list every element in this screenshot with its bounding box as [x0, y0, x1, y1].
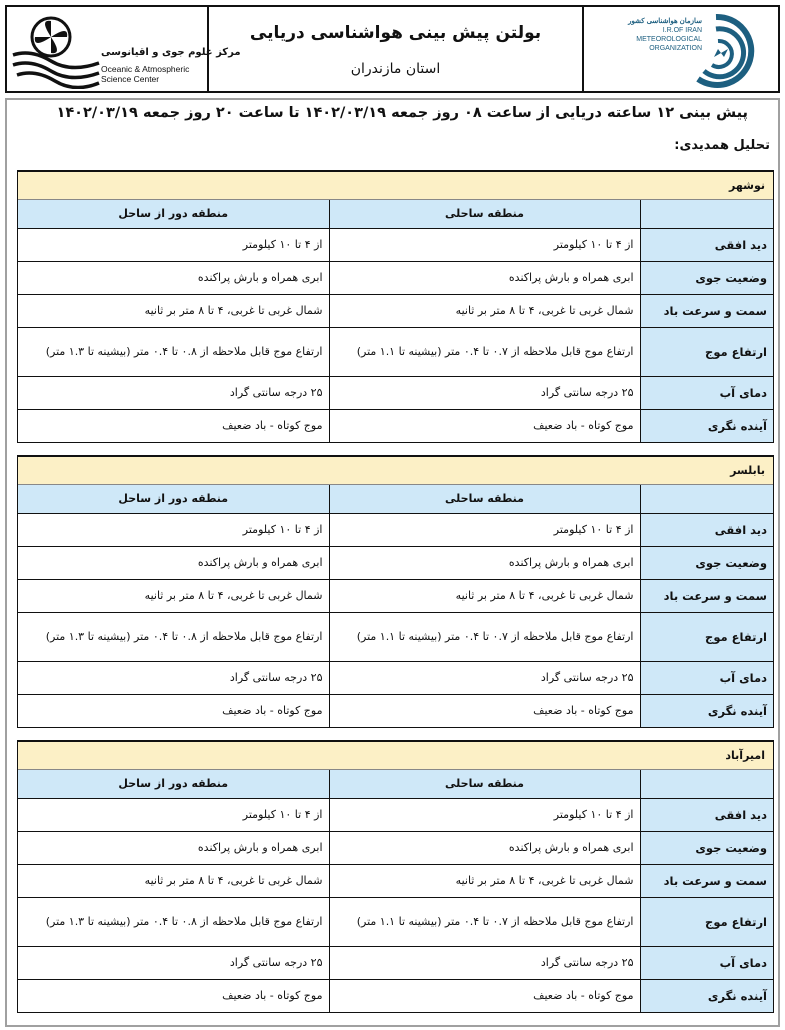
station-section-nowshahr — [17, 170, 774, 443]
offshore-value: ابری همراه و بارش پراکنده — [18, 261, 329, 294]
irimo-name-en-line2: METEOROLOGICAL — [636, 36, 702, 43]
offshore-value: از ۴ تا ۱۰ کیلومتر — [18, 513, 329, 546]
forecast-table — [18, 770, 773, 1012]
table-row — [18, 261, 773, 294]
offshore-value: موج کوتاه - باد ضعیف — [18, 409, 329, 442]
row-label: ارتفاع موج — [640, 327, 773, 376]
bulletin-header — [5, 5, 780, 93]
table-row — [18, 228, 773, 261]
coastal-value: ۲۵ درجه سانتی گراد — [329, 946, 640, 979]
coastal-value: از ۴ تا ۱۰ کیلومتر — [329, 228, 640, 261]
row-label: آینده نگری — [640, 979, 773, 1012]
oasc-name-fa: مرکز علوم جوی و اقیانوسی — [101, 47, 241, 58]
table-row — [18, 946, 773, 979]
station-name: نوشهر — [18, 172, 773, 200]
table-row — [18, 376, 773, 409]
offshore-value: ۲۵ درجه سانتی گراد — [18, 376, 329, 409]
irimo-logo-icon — [686, 13, 756, 89]
coastal-value: ۲۵ درجه سانتی گراد — [329, 376, 640, 409]
table-row — [18, 409, 773, 442]
coastal-value: موج کوتاه - باد ضعیف — [329, 694, 640, 727]
column-header-offshore: منطقه دور از ساحل — [18, 485, 329, 513]
header-corner-cell — [640, 200, 773, 228]
coastal-value: شمال غربی تا غربی، ۴ تا ۸ متر بر ثانیه — [329, 579, 640, 612]
offshore-value: ابری همراه و بارش پراکنده — [18, 831, 329, 864]
table-row — [18, 546, 773, 579]
row-label: دمای آب — [640, 376, 773, 409]
coastal-value: شمال غربی تا غربی، ۴ تا ۸ متر بر ثانیه — [329, 864, 640, 897]
column-header-coastal: منطقه ساحلی — [329, 485, 640, 513]
row-label: وضعیت جوی — [640, 831, 773, 864]
row-label: دید افقی — [640, 228, 773, 261]
row-label: ارتفاع موج — [640, 897, 773, 946]
row-label: آینده نگری — [640, 409, 773, 442]
forecast-period-title: پیش بینی ۱۲ ساعته دریایی از ساعت ۰۸ روز جمعه ۱۴۰۲/۰۳/۱۹ تا ساعت ۲۰ روز جمعه ۱۴۰۲/۰۳/۱۹ — [56, 105, 748, 121]
coastal-value: شمال غربی تا غربی، ۴ تا ۸ متر بر ثانیه — [329, 294, 640, 327]
oasc-name-en-line2: Science Center — [101, 74, 160, 84]
synoptic-analysis-label: تحلیل همدیدی: — [674, 138, 770, 153]
row-label: دمای آب — [640, 661, 773, 694]
offshore-value: شمال غربی تا غربی، ۴ تا ۸ متر بر ثانیه — [18, 579, 329, 612]
coastal-value: ارتفاع موج قابل ملاحظه از ۰.۷ تا ۰.۴ متر (بیشینه تا ۱.۱ متر) — [329, 897, 640, 946]
row-label: سمت و سرعت باد — [640, 864, 773, 897]
oasc-name-en-line1: Oceanic & Atmospheric — [101, 64, 190, 74]
bulletin-body — [5, 98, 780, 1027]
oasc-logo-box — [7, 7, 241, 91]
table-row — [18, 327, 773, 376]
offshore-value: ابری همراه و بارش پراکنده — [18, 546, 329, 579]
province-name: استان مازندران — [350, 61, 441, 77]
coastal-value: ۲۵ درجه سانتی گراد — [329, 661, 640, 694]
bulletin-title: بولتن پیش بینی هواشناسی دریایی — [249, 23, 542, 43]
offshore-value: ارتفاع موج قابل ملاحظه از ۰.۸ تا ۰.۴ متر (بیشینه تا ۱.۳ متر) — [18, 327, 329, 376]
row-label: وضعیت جوی — [640, 261, 773, 294]
table-row — [18, 798, 773, 831]
station-name: بابلسر — [18, 457, 773, 485]
offshore-value: ۲۵ درجه سانتی گراد — [18, 946, 329, 979]
irimo-name-en-line3: ORGANIZATION — [649, 45, 702, 52]
station-section-amirabad — [17, 740, 774, 1013]
table-row — [18, 294, 773, 327]
forecast-table — [18, 485, 773, 727]
oasc-name-en — [101, 64, 189, 84]
row-label: ارتفاع موج — [640, 612, 773, 661]
row-label: دمای آب — [640, 946, 773, 979]
table-row — [18, 612, 773, 661]
column-header-offshore: منطقه دور از ساحل — [18, 770, 329, 798]
table-row — [18, 864, 773, 897]
row-label: سمت و سرعت باد — [640, 579, 773, 612]
coastal-value: ابری همراه و بارش پراکنده — [329, 261, 640, 294]
table-header-row — [18, 485, 773, 513]
offshore-value: ارتفاع موج قابل ملاحظه از ۰.۸ تا ۰.۴ متر (بیشینه تا ۱.۳ متر) — [18, 612, 329, 661]
coastal-value: از ۴ تا ۱۰ کیلومتر — [329, 513, 640, 546]
table-row — [18, 661, 773, 694]
oasc-logo-icon — [11, 13, 101, 89]
offshore-value: شمال غربی تا غربی، ۴ تا ۸ متر بر ثانیه — [18, 864, 329, 897]
table-row — [18, 897, 773, 946]
coastal-value: ابری همراه و بارش پراکنده — [329, 831, 640, 864]
row-label: آینده نگری — [640, 694, 773, 727]
coastal-value: ارتفاع موج قابل ملاحظه از ۰.۷ تا ۰.۴ متر (بیشینه تا ۱.۱ متر) — [329, 612, 640, 661]
irimo-logo-box — [584, 7, 778, 91]
station-section-babolsar — [17, 455, 774, 728]
station-name: امیرآباد — [18, 742, 773, 770]
forecast-table — [18, 200, 773, 442]
column-header-coastal: منطقه ساحلی — [329, 200, 640, 228]
coastal-value: موج کوتاه - باد ضعیف — [329, 979, 640, 1012]
coastal-value: ابری همراه و بارش پراکنده — [329, 546, 640, 579]
column-header-coastal: منطقه ساحلی — [329, 770, 640, 798]
row-label: دید افقی — [640, 798, 773, 831]
table-row — [18, 694, 773, 727]
coastal-value: ارتفاع موج قابل ملاحظه از ۰.۷ تا ۰.۴ متر (بیشینه تا ۱.۱ متر) — [329, 327, 640, 376]
offshore-value: از ۴ تا ۱۰ کیلومتر — [18, 798, 329, 831]
table-header-row — [18, 200, 773, 228]
offshore-value: موج کوتاه - باد ضعیف — [18, 979, 329, 1012]
column-header-offshore: منطقه دور از ساحل — [18, 200, 329, 228]
header-corner-cell — [640, 770, 773, 798]
irimo-name-en-line1: I.R.OF IRAN — [662, 27, 702, 34]
irimo-name-fa: سازمان هواشناسی کشور — [628, 18, 702, 25]
row-label: وضعیت جوی — [640, 546, 773, 579]
row-label: دید افقی — [640, 513, 773, 546]
offshore-value: شمال غربی تا غربی، ۴ تا ۸ متر بر ثانیه — [18, 294, 329, 327]
table-row — [18, 513, 773, 546]
table-header-row — [18, 770, 773, 798]
coastal-value: از ۴ تا ۱۰ کیلومتر — [329, 798, 640, 831]
offshore-value: موج کوتاه - باد ضعیف — [18, 694, 329, 727]
table-row — [18, 831, 773, 864]
coastal-value: موج کوتاه - باد ضعیف — [329, 409, 640, 442]
offshore-value: از ۴ تا ۱۰ کیلومتر — [18, 228, 329, 261]
table-row — [18, 579, 773, 612]
table-row — [18, 979, 773, 1012]
bulletin-title-box — [209, 7, 584, 91]
header-corner-cell — [640, 485, 773, 513]
offshore-value: ارتفاع موج قابل ملاحظه از ۰.۸ تا ۰.۴ متر (بیشینه تا ۱.۳ متر) — [18, 897, 329, 946]
row-label: سمت و سرعت باد — [640, 294, 773, 327]
offshore-value: ۲۵ درجه سانتی گراد — [18, 661, 329, 694]
